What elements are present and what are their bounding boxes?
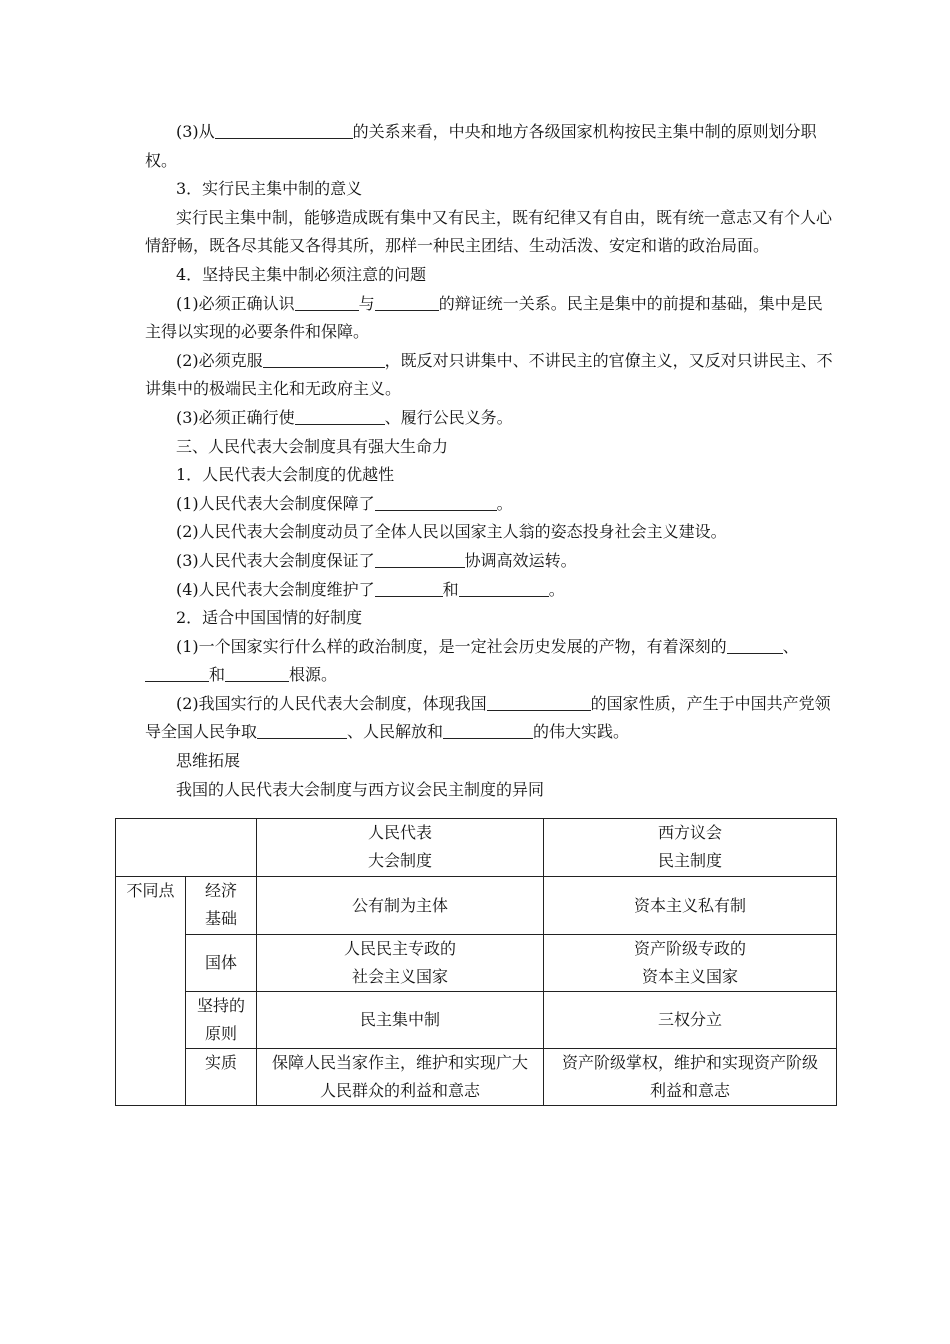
paragraph-superiority-3: (3)人民代表大会制度保证了 协调高效运转。 (176, 550, 577, 570)
fill-blank[interactable] (727, 637, 769, 654)
paragraph-issue-2: (2)必须克服 ，既反对只讲集中、不讲民主的官僚主义，又反对只讲民主、不讲集中的极端民主化和无政府主义。 (145, 350, 833, 399)
table-row (116, 1049, 837, 1106)
paragraph-3-relation: (3)从 的关系来看，中央和地方各级国家机构按民主集中制的原则划分职权。 (145, 122, 817, 170)
header-western-parliament: 西方议会 民主制度 (544, 819, 837, 877)
fill-blank[interactable] (257, 722, 347, 739)
fill-blank[interactable] (263, 351, 385, 368)
paragraph-superiority-2: (2)人民代表大会制度动员了全体人民以国家主人翁的姿态投身社会主义建设。 (176, 522, 727, 542)
heading-issues: 4．坚持民主集中制必须注意的问题 (176, 264, 427, 284)
section-heading-npc: 三、人民代表大会制度具有强大生命力 (176, 436, 449, 456)
table-caption: 我国的人民代表大会制度与西方议会民主制度的异同 (176, 779, 545, 799)
cell-western: 资本主义私有制 (544, 877, 837, 935)
paragraph-superiority-4: (4)人民代表大会制度维护了 和 。 (176, 579, 565, 599)
paragraph-superiority-1: (1)人民代表大会制度保障了 。 (176, 493, 513, 513)
table-row (116, 877, 837, 935)
fill-blank[interactable] (769, 637, 783, 654)
fill-blank[interactable] (375, 494, 497, 511)
table-header-row (116, 819, 837, 877)
paragraph-issue-1: (1)必须正确认识 与 的辩证统一关系。民主是集中的前提和基础，集中是民主得以实现的必要条件和保障。 (145, 293, 823, 342)
cell-western: 资产阶级专政的 资本主义国家 (544, 935, 837, 992)
comparison-table (115, 818, 837, 1106)
row-label: 坚持的 原则 (186, 992, 257, 1049)
cell-npc: 民主集中制 (257, 992, 544, 1049)
fill-blank[interactable] (375, 294, 439, 311)
header-npc-system: 人民代表 大会制度 (257, 819, 544, 877)
cell-npc: 人民民主专政的 社会主义国家 (257, 935, 544, 992)
fill-blank[interactable] (295, 294, 359, 311)
heading-significance: 3．实行民主集中制的意义 (176, 179, 363, 199)
heading-national-conditions: 2．适合中国国情的好制度 (176, 608, 363, 628)
fill-blank[interactable] (215, 122, 353, 139)
row-label: 实质 (186, 1049, 257, 1106)
row-label: 国体 (186, 935, 257, 992)
group-label-differences: 不同点 (116, 877, 186, 1106)
cell-npc: 保障人民当家作主，维护和实现广大 人民群众的利益和意志 (257, 1049, 544, 1106)
cell-western: 三权分立 (544, 992, 837, 1049)
document-body (145, 118, 835, 804)
heading-extension: 思维拓展 (176, 751, 241, 771)
paragraph-issue-3: (3)必须正确行使 、履行公民义务。 (176, 407, 513, 427)
paragraph-significance: 实行民主集中制，能够造成既有集中又有民主，既有纪律又有自由，既有统一意志又有个人心情舒畅，既各尽其能又各得其所，那样一种民主团结、生动活泼、安定和谐的政治局面。 (145, 207, 833, 256)
fill-blank[interactable] (295, 408, 385, 425)
fill-blank[interactable] (225, 665, 289, 682)
fill-blank[interactable] (487, 694, 591, 711)
cell-npc: 公有制为主体 (257, 877, 544, 935)
table-corner-cell (116, 819, 257, 877)
cell-western: 资产阶级掌权，维护和实现资产阶级 利益和意志 (544, 1049, 837, 1106)
fill-blank[interactable] (375, 580, 443, 597)
table-row (116, 935, 837, 992)
fill-blank[interactable] (375, 551, 465, 568)
fill-blank[interactable] (459, 580, 549, 597)
table-row (116, 992, 837, 1049)
fill-blank[interactable] (443, 722, 533, 739)
fill-blank[interactable] (145, 665, 209, 682)
paragraph-conditions-2: (2)我国实行的人民代表大会制度，体现我国 的国家性质，产生于中国共产党领导全国人民争取 、人民解放和 的伟大实践。 (145, 693, 831, 742)
heading-superiority: 1．人民代表大会制度的优越性 (176, 465, 395, 485)
row-label: 经济 基础 (186, 877, 257, 935)
paragraph-conditions-1: (1)一个国家实行什么样的政治制度，是一定社会历史发展的产物，有着深刻的 、和 根源。 (145, 633, 835, 690)
